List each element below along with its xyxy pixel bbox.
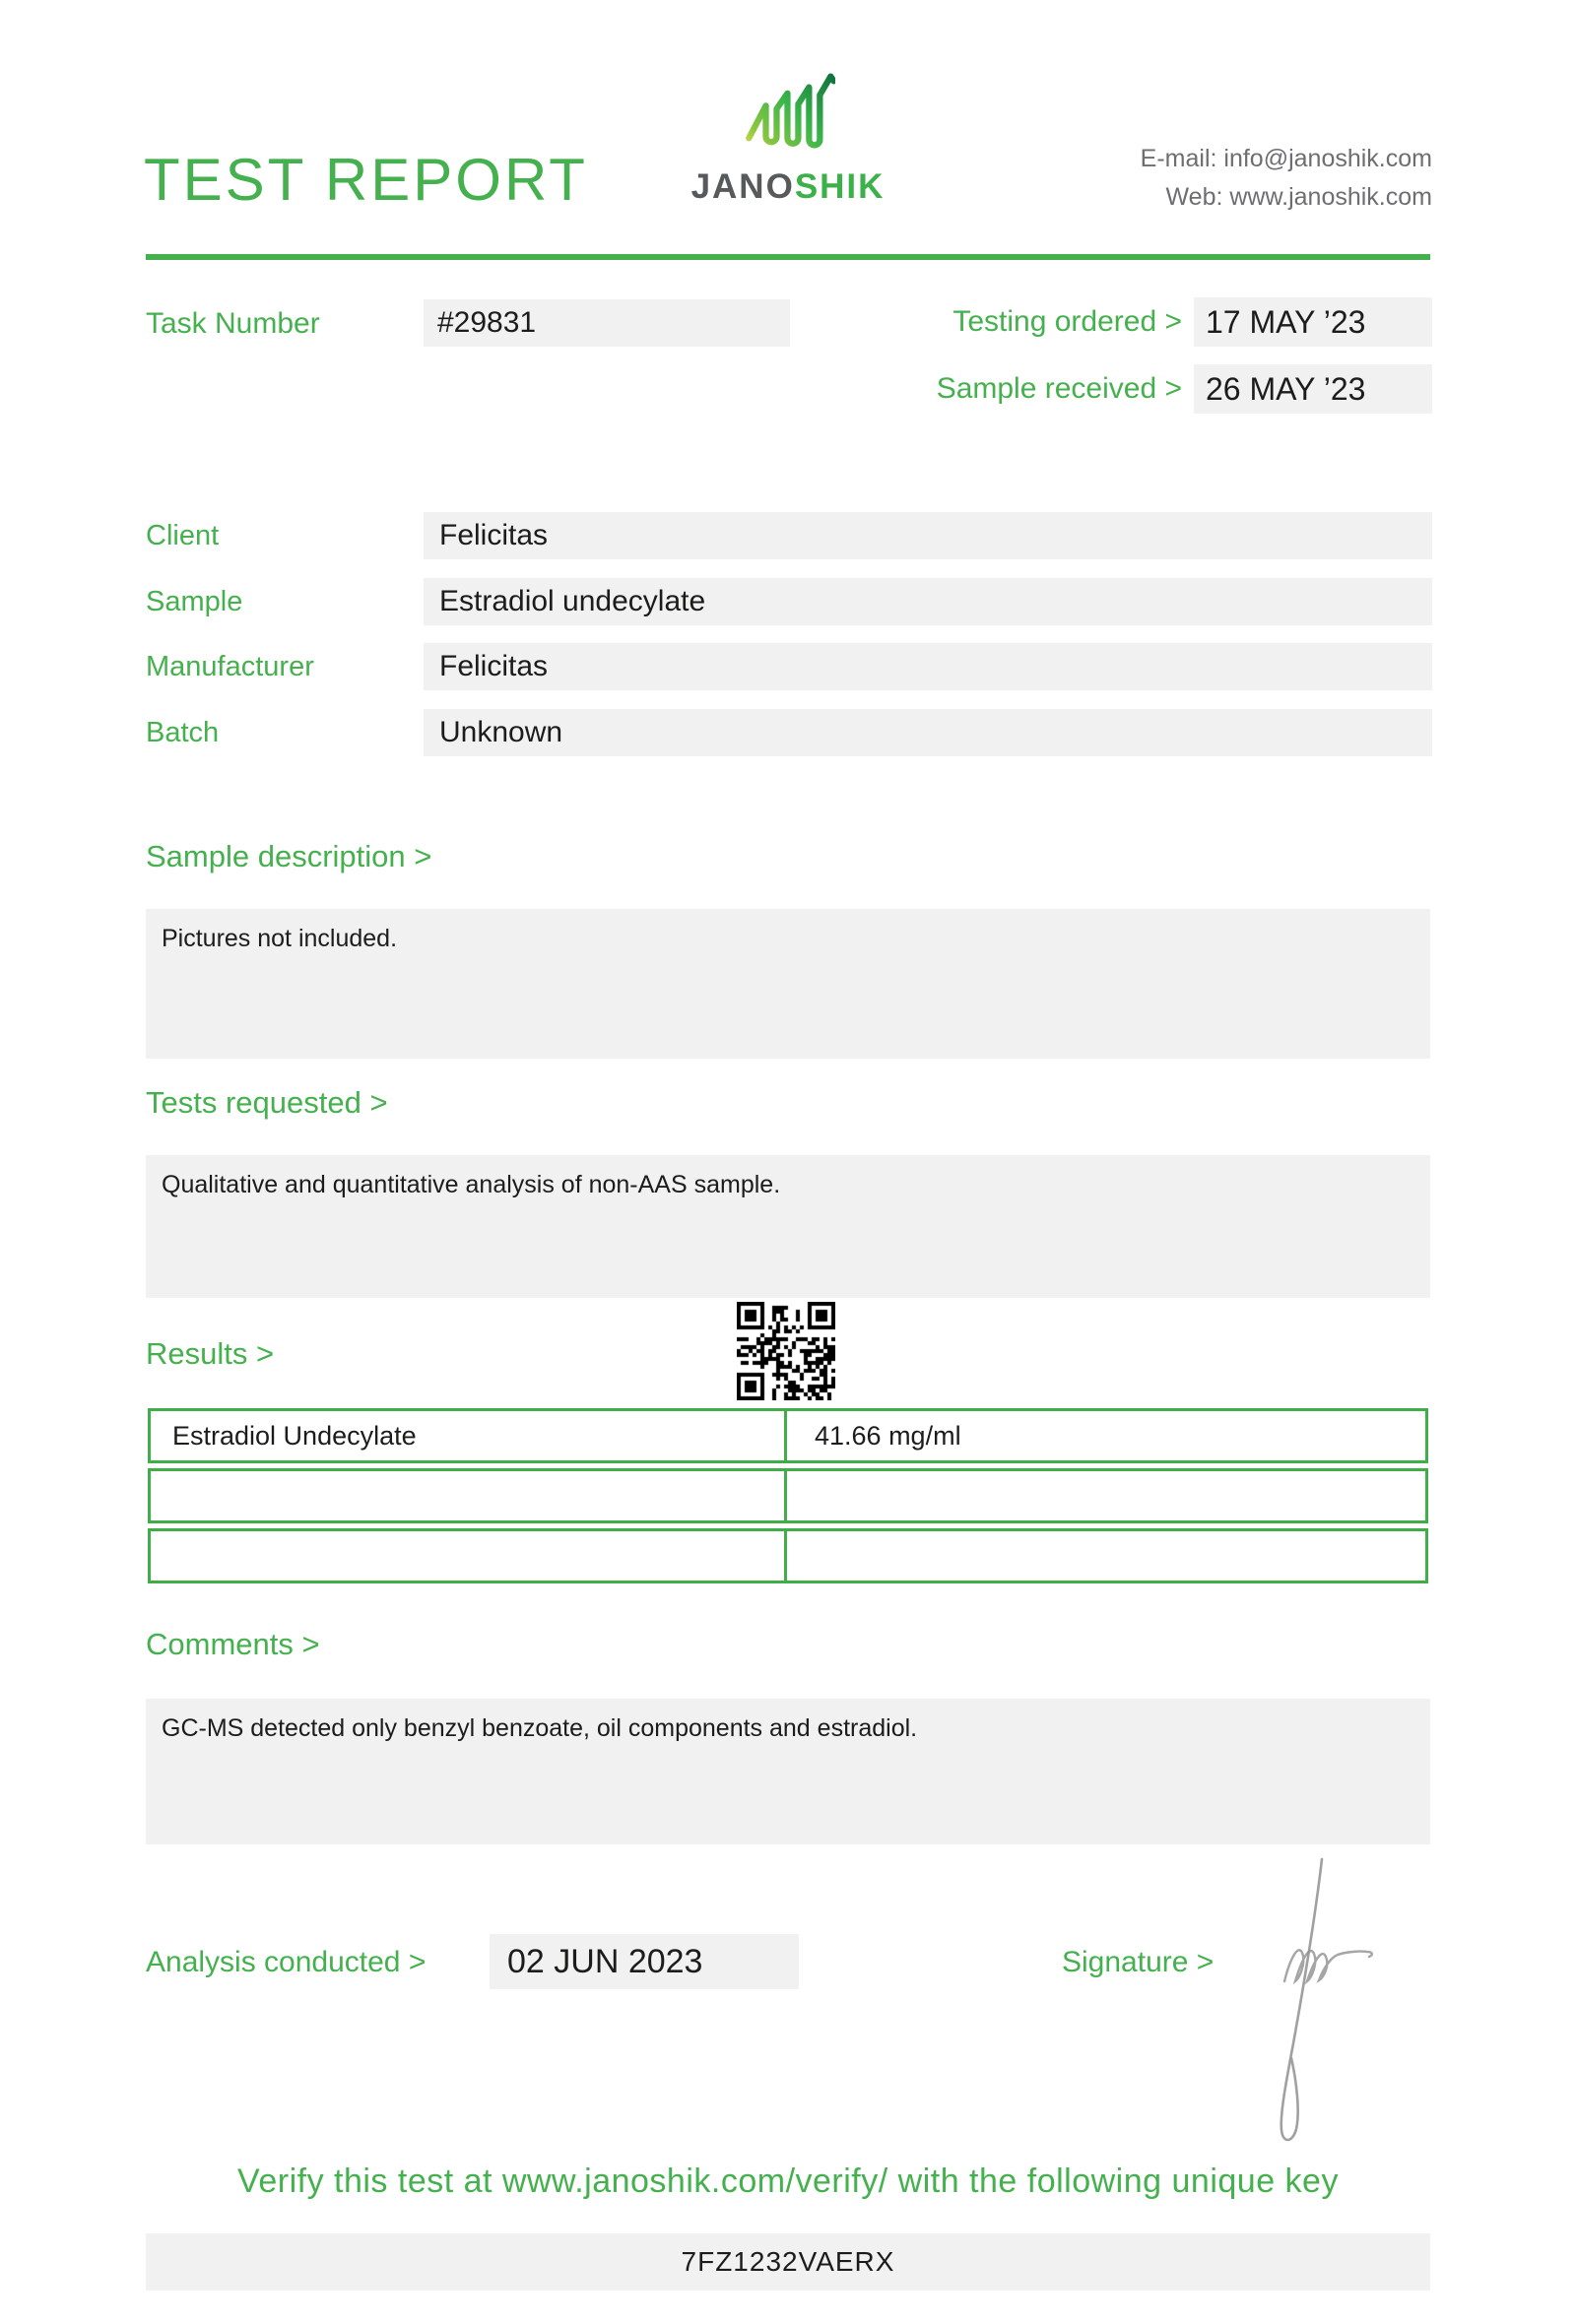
results-table-row	[148, 1528, 1428, 1583]
client-value: Felicitas	[424, 512, 1432, 559]
batch-value: Unknown	[424, 709, 1432, 756]
logo-wordmark-jano: JANO	[690, 167, 795, 206]
batch-label: Batch	[146, 717, 220, 748]
qr-code	[737, 1302, 835, 1400]
analysis-conducted-value: 02 JUN 2023	[490, 1934, 799, 1989]
results-table-row	[148, 1468, 1428, 1523]
sample-description-heading: Sample description >	[146, 839, 432, 873]
tests-requested-heading: Tests requested >	[146, 1085, 388, 1120]
tests-requested-text: Qualitative and quantitative analysis of non-AAS sample.	[162, 1171, 781, 1198]
logo-wordmark	[680, 167, 896, 207]
contact-web: Web: www.janoshik.com	[1165, 183, 1432, 211]
task-number-label: Task Number	[146, 307, 320, 340]
task-number-value: #29831	[424, 299, 790, 347]
sample-description-box	[146, 909, 1430, 1059]
sample-received-label: Sample received >	[936, 372, 1182, 405]
sample-received-value: 26 MAY ’23	[1194, 364, 1432, 414]
logo-wordmark-shik: SHIK	[794, 167, 886, 206]
manufacturer-value: Felicitas	[424, 643, 1432, 690]
results-heading: Results >	[146, 1336, 275, 1371]
result-name-cell	[151, 1531, 787, 1581]
result-value-cell	[787, 1471, 1425, 1520]
client-label: Client	[146, 520, 220, 551]
testing-ordered-value: 17 MAY ’23	[1194, 297, 1432, 347]
testing-ordered-label: Testing ordered >	[952, 305, 1182, 338]
result-value-cell	[787, 1531, 1425, 1581]
signature-label: Signature >	[1062, 1946, 1215, 1978]
comments-text: GC-MS detected only benzyl benzoate, oil components and estradiol.	[162, 1714, 918, 1742]
result-name-cell: Estradiol Undecylate	[151, 1411, 787, 1460]
manufacturer-label: Manufacturer	[146, 651, 314, 682]
sample-label: Sample	[146, 586, 243, 617]
sample-value: Estradiol undecylate	[424, 578, 1432, 625]
sample-description-text: Pictures not included.	[162, 925, 398, 952]
comments-heading: Comments >	[146, 1627, 320, 1661]
unique-key-value: 7FZ1232VAERX	[146, 2233, 1430, 2291]
contact-email: E-mail: info@janoshik.com	[1140, 145, 1432, 172]
contact-info	[1141, 140, 1432, 217]
page-title: TEST REPORT	[144, 147, 588, 213]
janoshik-chart-logo-icon	[743, 67, 835, 161]
results-table-row	[148, 1408, 1428, 1463]
result-name-cell	[151, 1471, 787, 1520]
tests-requested-box	[146, 1155, 1430, 1298]
header-divider	[146, 254, 1430, 260]
verify-instruction: Verify this test at www.janoshik.com/verify/ with the following unique key	[237, 2163, 1339, 2200]
handwritten-signature	[1265, 1853, 1442, 2161]
comments-box	[146, 1699, 1430, 1844]
analysis-conducted-label: Analysis conducted >	[146, 1946, 427, 1978]
result-value-cell: 41.66 mg/ml	[815, 1421, 961, 1451]
